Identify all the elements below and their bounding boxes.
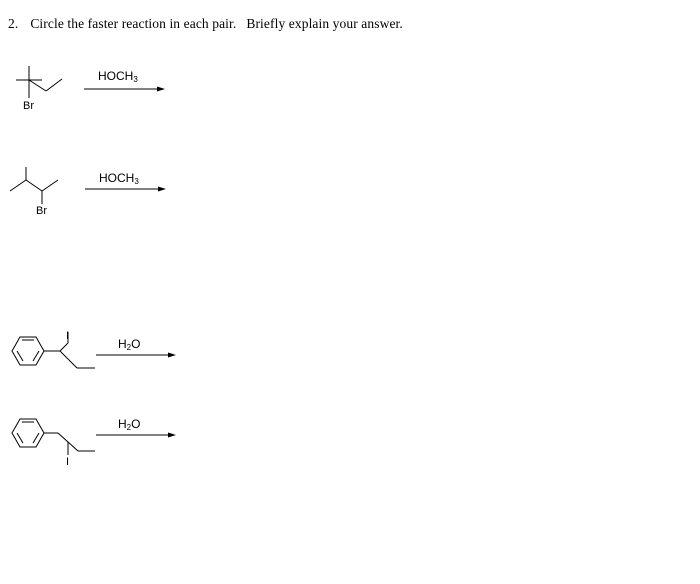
iodine-label: I	[66, 330, 70, 342]
bromine-label: Br	[36, 205, 47, 217]
bromine-label: Br	[23, 100, 34, 112]
reagent-label: $HOCH_3$	[99, 171, 139, 186]
question-number: 2.	[8, 16, 19, 31]
reagent-label: $HOCH_3$	[98, 69, 138, 84]
question-instruction: Briefly explain your answer.	[246, 16, 403, 31]
reagent-label: $H_2O$	[118, 337, 141, 352]
reagent-label: $H_2O$	[118, 417, 141, 432]
iodine-label: I	[66, 456, 70, 468]
question-prompt: Circle the faster reaction in each pair.	[30, 16, 237, 31]
